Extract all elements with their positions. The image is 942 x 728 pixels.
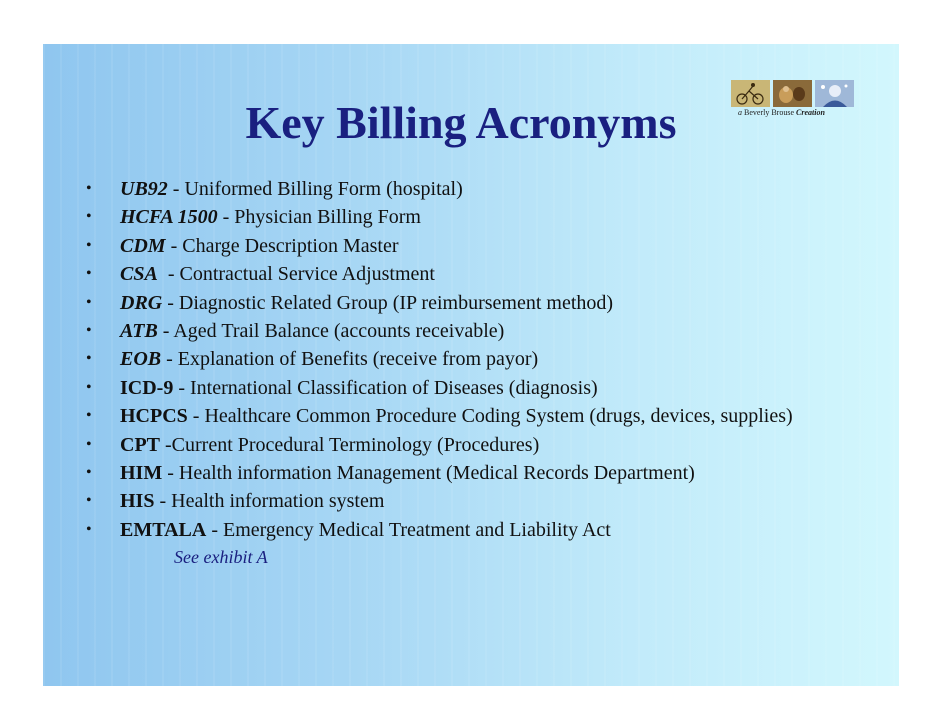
acronym-description: - Health information system <box>154 490 385 513</box>
logo-prefix: a <box>738 108 742 117</box>
acronym-code: CSA <box>120 263 158 286</box>
acronym-term <box>120 487 384 515</box>
acronym-code: EMTALA <box>120 518 207 541</box>
bullet-icon: • <box>86 350 92 368</box>
bullet-icon: • <box>86 378 92 396</box>
acronym-description: - Diagnostic Related Group (IP reimbursement method) <box>162 291 614 314</box>
acronym-code: CPT <box>120 433 160 456</box>
acronym-code: ICD-9 <box>120 376 174 399</box>
bullet-icon: • <box>86 208 92 226</box>
acronym-code: UB92 <box>120 178 168 200</box>
exhibit-note: See exhibit A <box>174 547 268 567</box>
bullet-icon: • <box>86 435 92 453</box>
acronym-code: HIM <box>120 461 163 484</box>
bullet-icon: • <box>86 407 92 425</box>
acronym-term <box>120 345 538 373</box>
acronym-description: - Emergency Medical Treatment and Liability Act <box>206 518 611 541</box>
bullet-icon: • <box>86 180 92 197</box>
acronym-description: - Charge Description Master <box>165 234 399 257</box>
acronym-term <box>120 374 598 402</box>
acronym-term <box>120 175 463 203</box>
acronym-code: DRG <box>120 291 163 314</box>
bullet-icon: • <box>86 492 92 510</box>
acronym-description: - International Classification of Diseases (diagnosis) <box>173 376 598 399</box>
acronym-term <box>120 232 398 260</box>
acronym-term <box>120 459 695 487</box>
acronym-description: - Contractual Service Adjustment <box>157 263 435 286</box>
acronym-description: - Physician Billing Form <box>217 206 421 229</box>
bullet-icon: • <box>86 236 92 254</box>
acronym-term <box>120 289 613 317</box>
acronym-code: CDM <box>120 234 166 257</box>
acronym-term <box>120 203 421 231</box>
acronym-term <box>120 317 504 345</box>
acronym-code: ATB <box>120 319 158 342</box>
acronym-code: HCFA 1500 <box>120 206 218 229</box>
acronym-term <box>120 516 611 544</box>
acronym-code: EOB <box>120 348 162 371</box>
bullet-icon: • <box>86 520 92 538</box>
slide-title: Key Billing Acronyms <box>245 97 677 148</box>
logo-name: Beverly Brouse <box>744 108 794 117</box>
acronym-term <box>120 402 793 430</box>
bullet-icon: • <box>86 293 92 311</box>
acronym-term <box>120 431 539 459</box>
bullet-icon: • <box>86 265 92 283</box>
acronym-description: - Health information Management (Medical Records Department) <box>162 461 695 484</box>
bullet-icon: • <box>86 463 92 481</box>
acronym-description: - Explanation of Benefits (receive from payor) <box>161 348 539 371</box>
acronym-code: HIS <box>120 490 155 513</box>
acronym-description: - Aged Trail Balance (accounts receivable) <box>157 319 505 342</box>
acronym-description: -Current Procedural Terminology (Procedures) <box>160 433 540 456</box>
acronym-term <box>120 260 435 288</box>
logo-suffix: Creation <box>796 108 825 117</box>
acronym-description: - Healthcare Common Procedure Coding System (drugs, devices, supplies) <box>187 405 793 428</box>
acronym-code: HCPCS <box>120 405 188 428</box>
slide <box>43 44 899 686</box>
acronym-description: - Uniformed Billing Form (hospital) <box>167 178 463 200</box>
bullet-icon: • <box>86 321 92 339</box>
